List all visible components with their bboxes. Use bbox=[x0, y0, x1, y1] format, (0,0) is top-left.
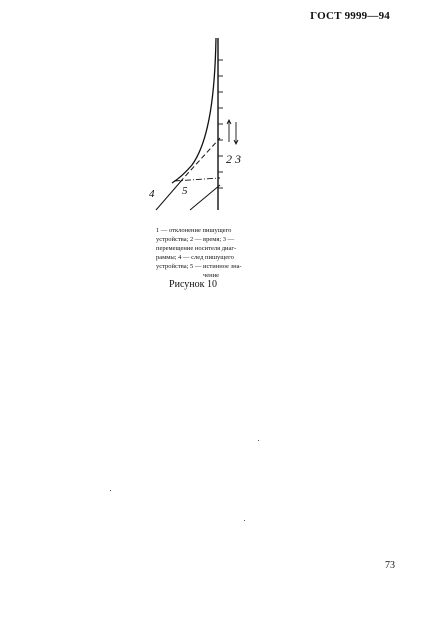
dashed-line bbox=[180, 138, 220, 182]
caption-line: чение bbox=[203, 272, 219, 279]
standard-header: ГОСТ 9999—94 bbox=[310, 10, 390, 22]
label-5: 5 bbox=[182, 185, 188, 197]
figure-title: Рисунок 10 bbox=[169, 279, 217, 290]
figure-caption bbox=[156, 226, 266, 280]
page-number: 73 bbox=[385, 560, 395, 571]
double-arrow-icon bbox=[227, 120, 238, 144]
caption-line: перемещение носителя диаг- bbox=[156, 245, 237, 252]
label-4: 4 bbox=[149, 188, 155, 200]
scan-speck bbox=[244, 520, 245, 521]
axis-ticks bbox=[218, 60, 223, 188]
caption-line: устройства; 5 — истинное зна- bbox=[156, 263, 242, 270]
figure-10-diagram bbox=[140, 30, 250, 220]
scan-speck bbox=[110, 490, 111, 491]
label-2-3: 2 3 bbox=[226, 152, 241, 166]
caption-line: устройства; 2 — время; 3 — bbox=[156, 236, 235, 243]
scan-speck bbox=[258, 440, 259, 441]
caption-line: раммы; 4 — след пишущего bbox=[156, 254, 234, 261]
caption-line: 1 — отклонение пишущего bbox=[156, 227, 232, 234]
diagonal-line-4 bbox=[156, 180, 182, 210]
pen-trace-curve bbox=[172, 38, 216, 183]
diagonal-line-5 bbox=[190, 185, 220, 210]
